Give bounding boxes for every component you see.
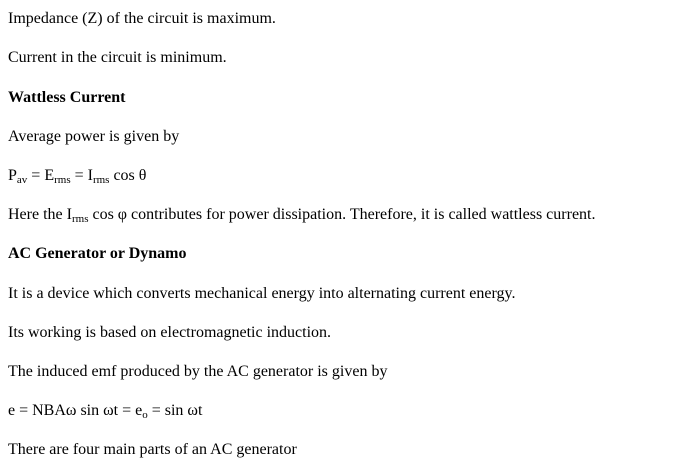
emf-equation-post: = sin ωt	[147, 402, 203, 419]
emf-equation-pre: e = NBAω sin ωt = e	[8, 402, 143, 419]
emf-subscript: rms	[54, 174, 71, 186]
power-subscript: av	[16, 174, 28, 186]
power-symbol: P	[8, 167, 17, 184]
peak-emf-subscript: o	[142, 409, 148, 421]
induced-emf-intro: The induced emf produced by the AC generator is given by	[8, 363, 388, 380]
wattless-current-heading: Wattless Current	[8, 89, 126, 106]
rms-subscript: rms	[71, 213, 89, 225]
wattless-explanation	[8, 205, 595, 225]
impedance-statement: Impedance (Z) of the circuit is maximum.	[8, 10, 276, 27]
main-parts-statement: There are four main parts of an AC generator	[8, 441, 297, 458]
emf-equation	[8, 401, 202, 421]
current-statement: Current in the circuit is minimum.	[8, 49, 227, 66]
wattless-text-post: cos φ contributes for power dissipation. Therefore, it is called wattless current.	[88, 206, 596, 223]
cos-term: cos θ	[109, 167, 147, 184]
current-symbol: = I	[70, 167, 93, 184]
emf-symbol: = E	[27, 167, 55, 184]
working-principle: Its working is based on electromagnetic induction.	[8, 324, 332, 341]
power-equation	[8, 166, 146, 186]
wattless-text-pre: Here the I	[8, 206, 72, 223]
ac-generator-heading: AC Generator or Dynamo	[8, 245, 187, 262]
device-definition: It is a device which converts mechanical energy into alternating current energy.	[8, 285, 516, 302]
average-power-intro: Average power is given by	[8, 128, 180, 145]
current-subscript: rms	[92, 174, 110, 186]
